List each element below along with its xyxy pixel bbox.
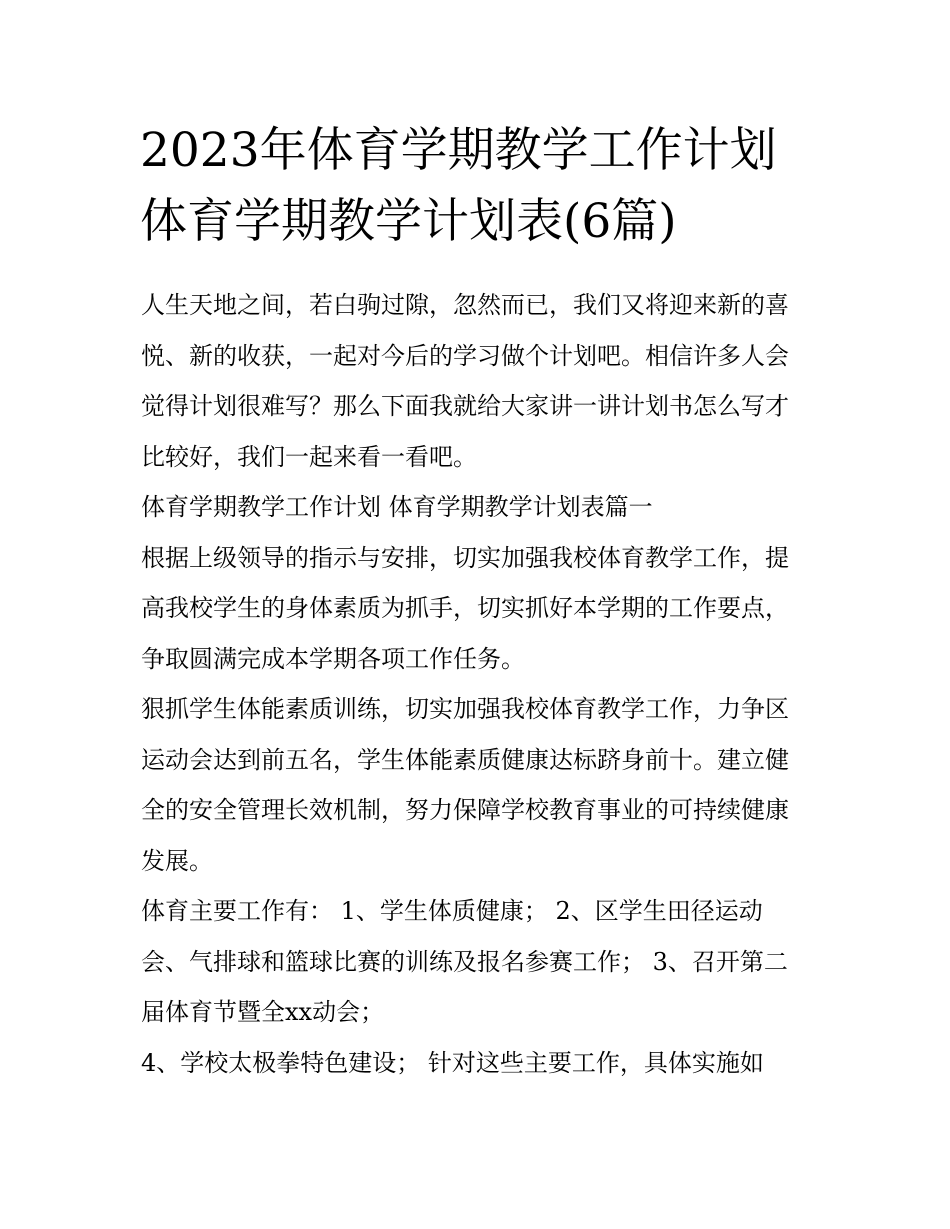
paragraph-guidance-line-2: 高我校学生的身体素质为抓手，切实抓好本学期的工作要点， [141, 594, 789, 622]
paragraph-intro-line-3: 觉得计划很难写？那么下面我就给大家讲一讲计划书怎么写才 [141, 392, 789, 420]
paragraph-tasks-line-3: 届体育节暨全xx动会； [141, 998, 385, 1026]
paragraph-tasks-line-4: 4、学校太极拳特色建设； 针对这些主要工作，具体实施如 [141, 1048, 764, 1077]
paragraph-goals-line-2: 运动会达到前五名，学生体能素质健康达标跻身前十。建立健 [141, 745, 789, 774]
section-heading-1: 体育学期教学工作计划 体育学期教学计划表篇一 [141, 493, 653, 521]
paragraph-intro-line-4: 比较好，我们一起来看一看吧。 [141, 442, 477, 471]
title-line-1: 2023年体育学期教学工作计划 [140, 123, 777, 178]
document-body [141, 280, 821, 1088]
paragraph-guidance-line-3: 争取圆满完成本学期各项工作任务。 [141, 644, 525, 673]
title-line-2: 体育学期教学计划表(6篇) [140, 194, 677, 249]
paragraph-tasks-line-1: 体育主要工作有： 1、学生体质健康； 2、区学生田径运动 [141, 897, 763, 925]
paragraph-intro-line-2: 悦、新的收获，一起对今后的学习做个计划吧。相信许多人会 [141, 341, 789, 370]
paragraph-guidance-line-1: 根据上级领导的指示与安排，切实加强我校体育教学工作，提 [141, 543, 789, 572]
paragraph-tasks-line-2: 会、气排球和篮球比赛的训练及报名参赛工作； 3、召开第二 [141, 947, 788, 976]
paragraph-goals-line-3: 全的安全管理长效机制，努力保障学校教育事业的可持续健康 [141, 796, 789, 824]
paragraph-goals-line-4: 发展。 [141, 846, 213, 875]
document-title [140, 115, 820, 257]
paragraph-intro-line-1: 人生天地之间，若白驹过隙，忽然而已，我们又将迎来新的喜 [141, 291, 789, 319]
paragraph-goals-line-1: 狠抓学生体能素质训练，切实加强我校体育教学工作，力争区 [141, 695, 789, 723]
